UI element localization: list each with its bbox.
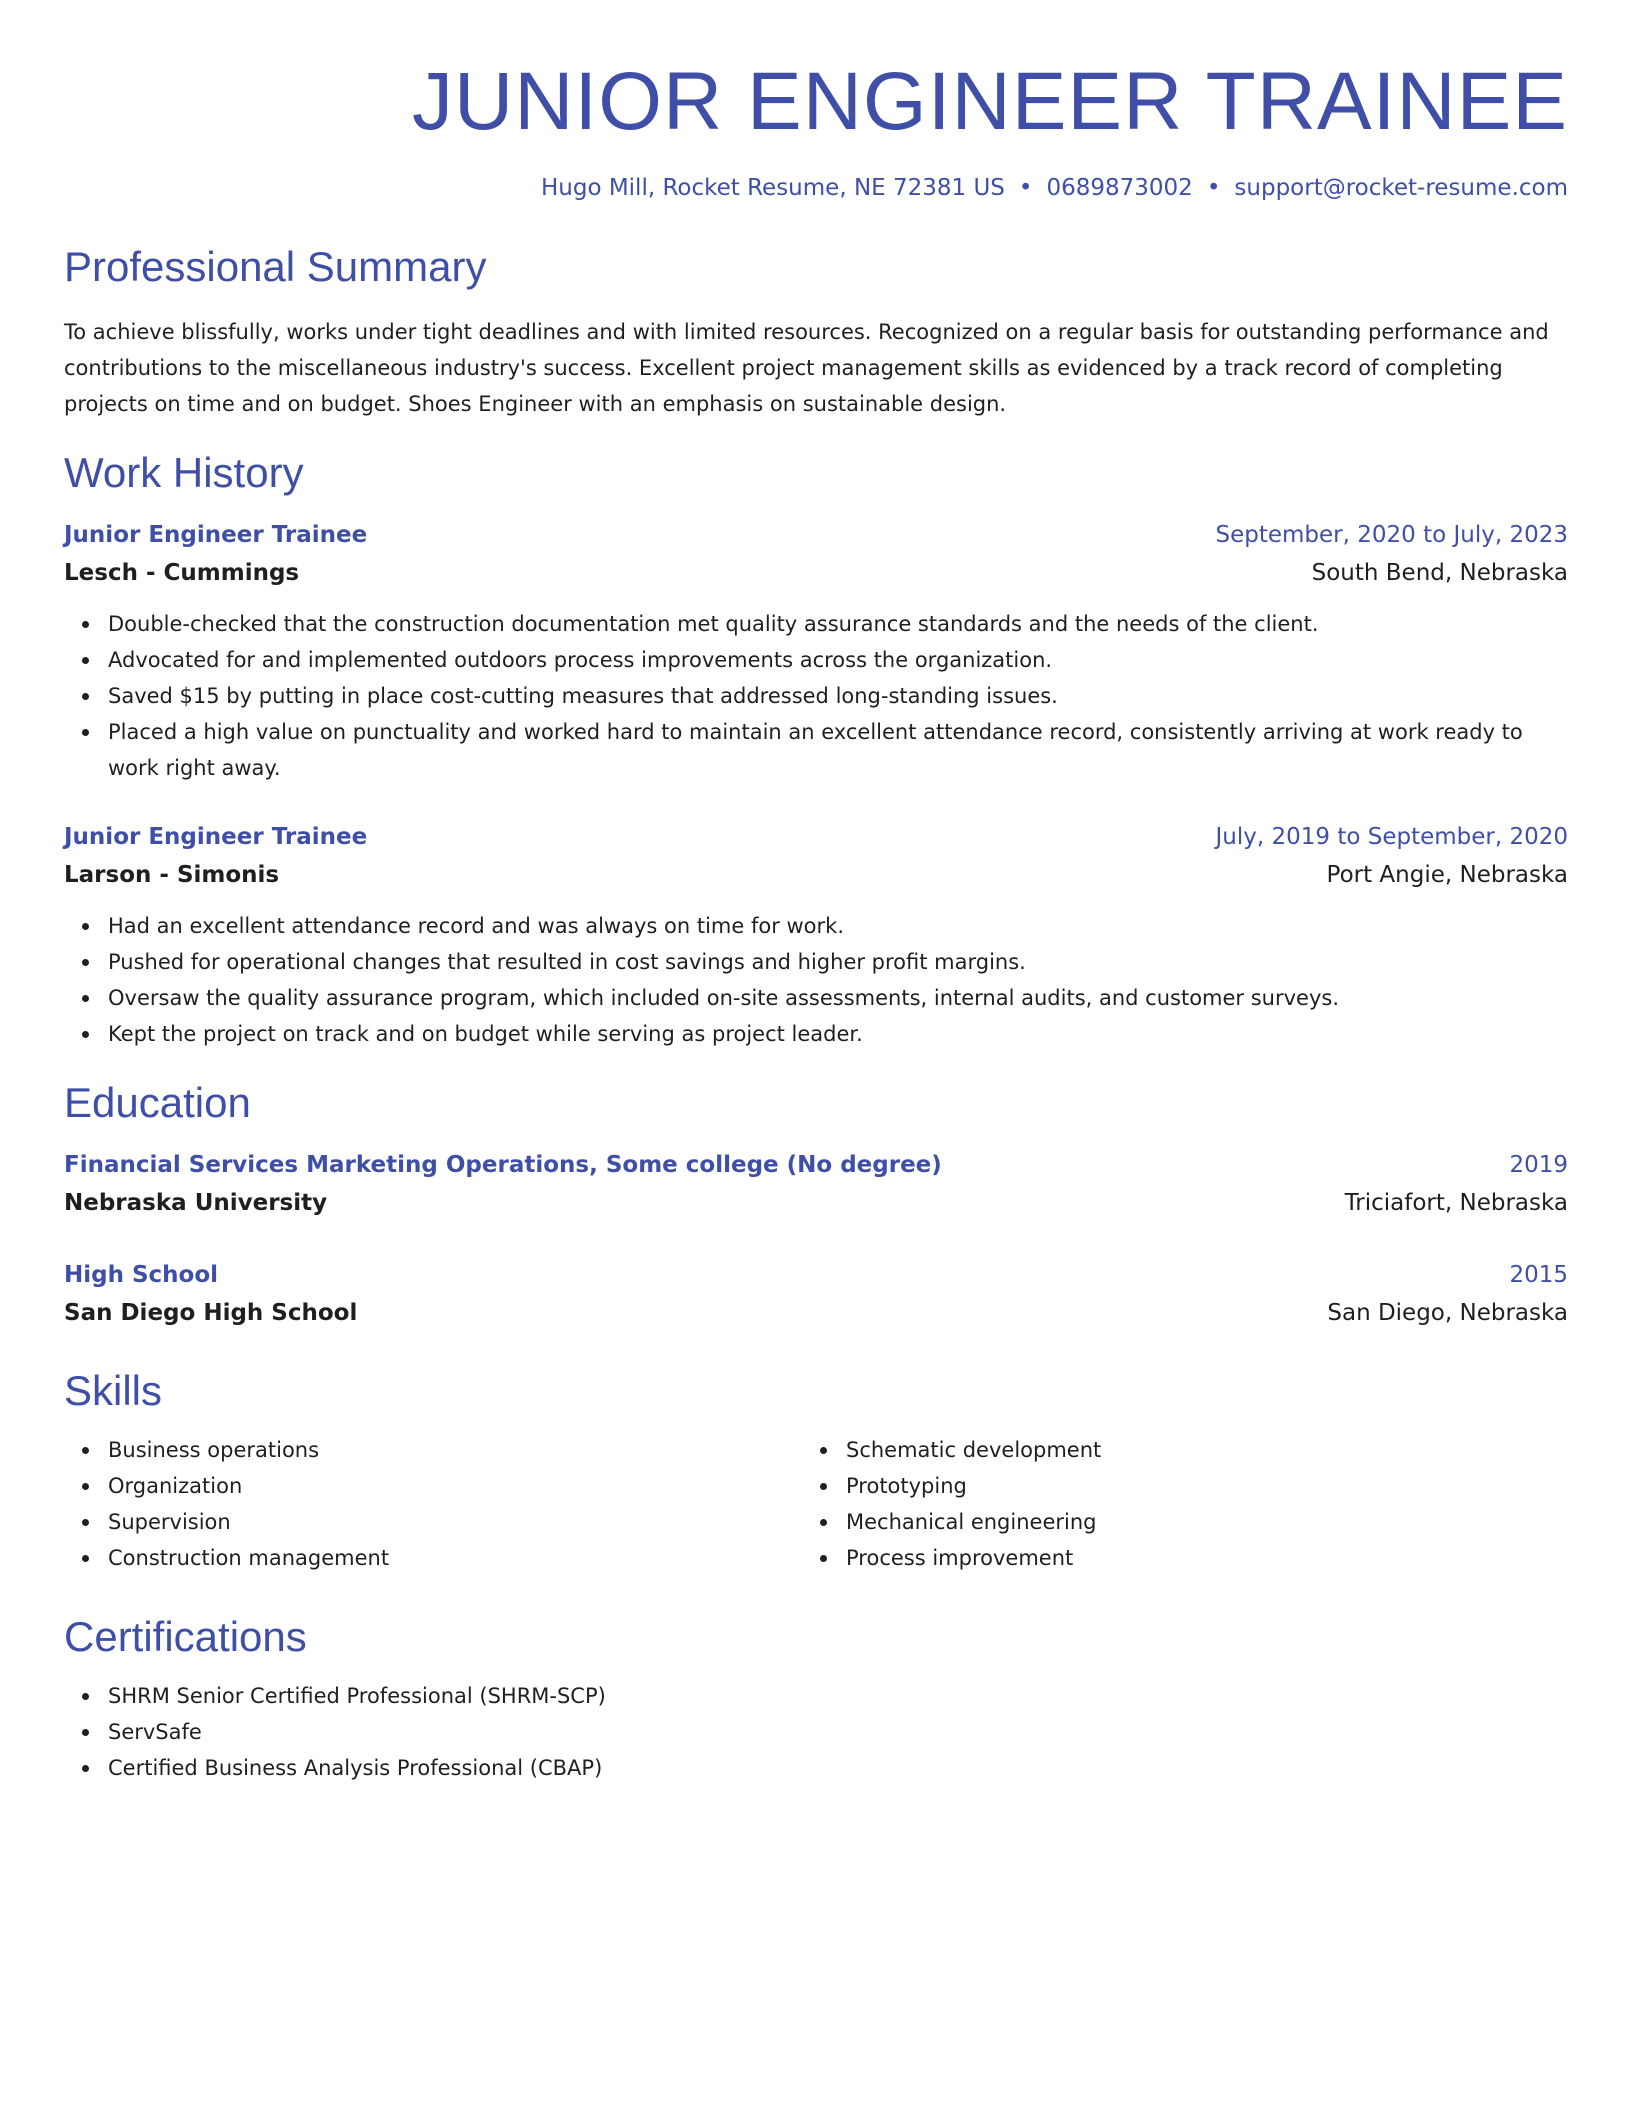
list-item: Construction management: [108, 1540, 802, 1576]
job-company-row: [64, 554, 1568, 592]
job-entry: [64, 516, 1568, 786]
resume-header: [64, 0, 1568, 204]
section-title-certifications: Certifications: [64, 1613, 307, 1660]
job-header-row: [64, 818, 1568, 856]
job-location: Port Angie, Nebraska: [1326, 862, 1568, 888]
job-company: Lesch - Cummings: [64, 560, 300, 586]
section-title-skills: Skills: [64, 1367, 163, 1414]
summary-text: To achieve blissfully, works under tight deadlines and with limited resources. Recognized on a regular basis for outstanding performance and contributions to the miscellaneous industry's success. Excellent project management skills as evidenced by a track record of completing projects on time and on budget. Shoes Engineer with an emphasis on sustainable design.: [64, 320, 1549, 416]
education-entry: [64, 1256, 1568, 1332]
job-bullets: [64, 606, 1568, 786]
list-item: Process improvement: [846, 1540, 1540, 1576]
list-item: Pushed for operational changes that resulted in cost savings and higher profit margins.: [108, 944, 1568, 980]
list-item: SHRM Senior Certified Professional (SHRM-SCP): [108, 1678, 1568, 1714]
skills-column-left: [64, 1432, 802, 1576]
list-item: Had an excellent attendance record and was always on time for work.: [108, 908, 1568, 944]
list-item: ServSafe: [108, 1714, 1568, 1750]
job-company-row: [64, 856, 1568, 894]
list-item: Advocated for and implemented outdoors process improvements across the organization.: [108, 642, 1568, 678]
education-school: Nebraska University: [64, 1190, 328, 1216]
skills-list: [802, 1432, 1540, 1576]
skills-list: [64, 1432, 802, 1576]
job-company: Larson - Simonis: [64, 862, 280, 888]
list-item: Certified Business Analysis Professional (CBAP): [108, 1750, 1568, 1786]
contact-email[interactable]: support@rocket-resume.com: [1234, 175, 1568, 201]
education-location: Triciafort, Nebraska: [1344, 1190, 1568, 1216]
job-dates: September, 2020 to July, 2023: [1215, 522, 1568, 548]
certifications-list: [64, 1678, 1568, 1786]
contact-line: [64, 172, 1568, 204]
candidate-title: JUNIOR ENGINEER TRAINEE: [412, 56, 1568, 147]
education-entry: [64, 1146, 1568, 1222]
section-title-education: Education: [64, 1079, 251, 1126]
skills-column-right: [802, 1432, 1540, 1576]
contact-address: Hugo Mill, Rocket Resume, NE 72381 US: [540, 175, 1005, 201]
list-item: Prototyping: [846, 1468, 1540, 1504]
list-item: Saved $15 by putting in place cost-cutting measures that addressed long-standing issues.: [108, 678, 1568, 714]
job-entry: [64, 818, 1568, 1052]
job-dates: July, 2019 to September, 2020: [1215, 824, 1568, 850]
education-degree: High School: [64, 1262, 219, 1288]
contact-phone: 0689873002: [1046, 175, 1193, 201]
section-title-work-history: Work History: [64, 449, 304, 496]
list-item: Supervision: [108, 1504, 802, 1540]
list-item: Business operations: [108, 1432, 802, 1468]
contact-separator: •: [1018, 175, 1033, 201]
education-header-row: [64, 1256, 1568, 1294]
job-header-row: [64, 516, 1568, 554]
contact-separator: •: [1206, 175, 1221, 201]
education-year: 2015: [1509, 1262, 1568, 1288]
list-item: Organization: [108, 1468, 802, 1504]
job-role: Junior Engineer Trainee: [64, 522, 368, 548]
list-item: Double-checked that the construction documentation met quality assurance standards and the needs of the client.: [108, 606, 1568, 642]
list-item: Mechanical engineering: [846, 1504, 1540, 1540]
job-location: South Bend, Nebraska: [1311, 560, 1568, 586]
list-item: Schematic development: [846, 1432, 1540, 1468]
job-role: Junior Engineer Trainee: [64, 824, 368, 850]
education-header-row: [64, 1146, 1568, 1184]
education-school-row: [64, 1184, 1568, 1222]
skills-grid: [64, 1432, 1568, 1576]
education-year: 2019: [1509, 1152, 1568, 1178]
list-item: Oversaw the quality assurance program, which included on-site assessments, internal audits, and customer surveys.: [108, 980, 1568, 1016]
education-school: San Diego High School: [64, 1300, 358, 1326]
education-school-row: [64, 1294, 1568, 1332]
education-location: San Diego, Nebraska: [1327, 1300, 1568, 1326]
section-title-summary: Professional Summary: [64, 243, 487, 290]
list-item: Kept the project on track and on budget while serving as project leader.: [108, 1016, 1568, 1052]
job-bullets: [64, 908, 1568, 1052]
list-item: Placed a high value on punctuality and worked hard to maintain an excellent attendance record, consistently arriving at work ready to work right away.: [108, 714, 1568, 786]
education-degree: Financial Services Marketing Operations, Some college (No degree): [64, 1152, 942, 1178]
